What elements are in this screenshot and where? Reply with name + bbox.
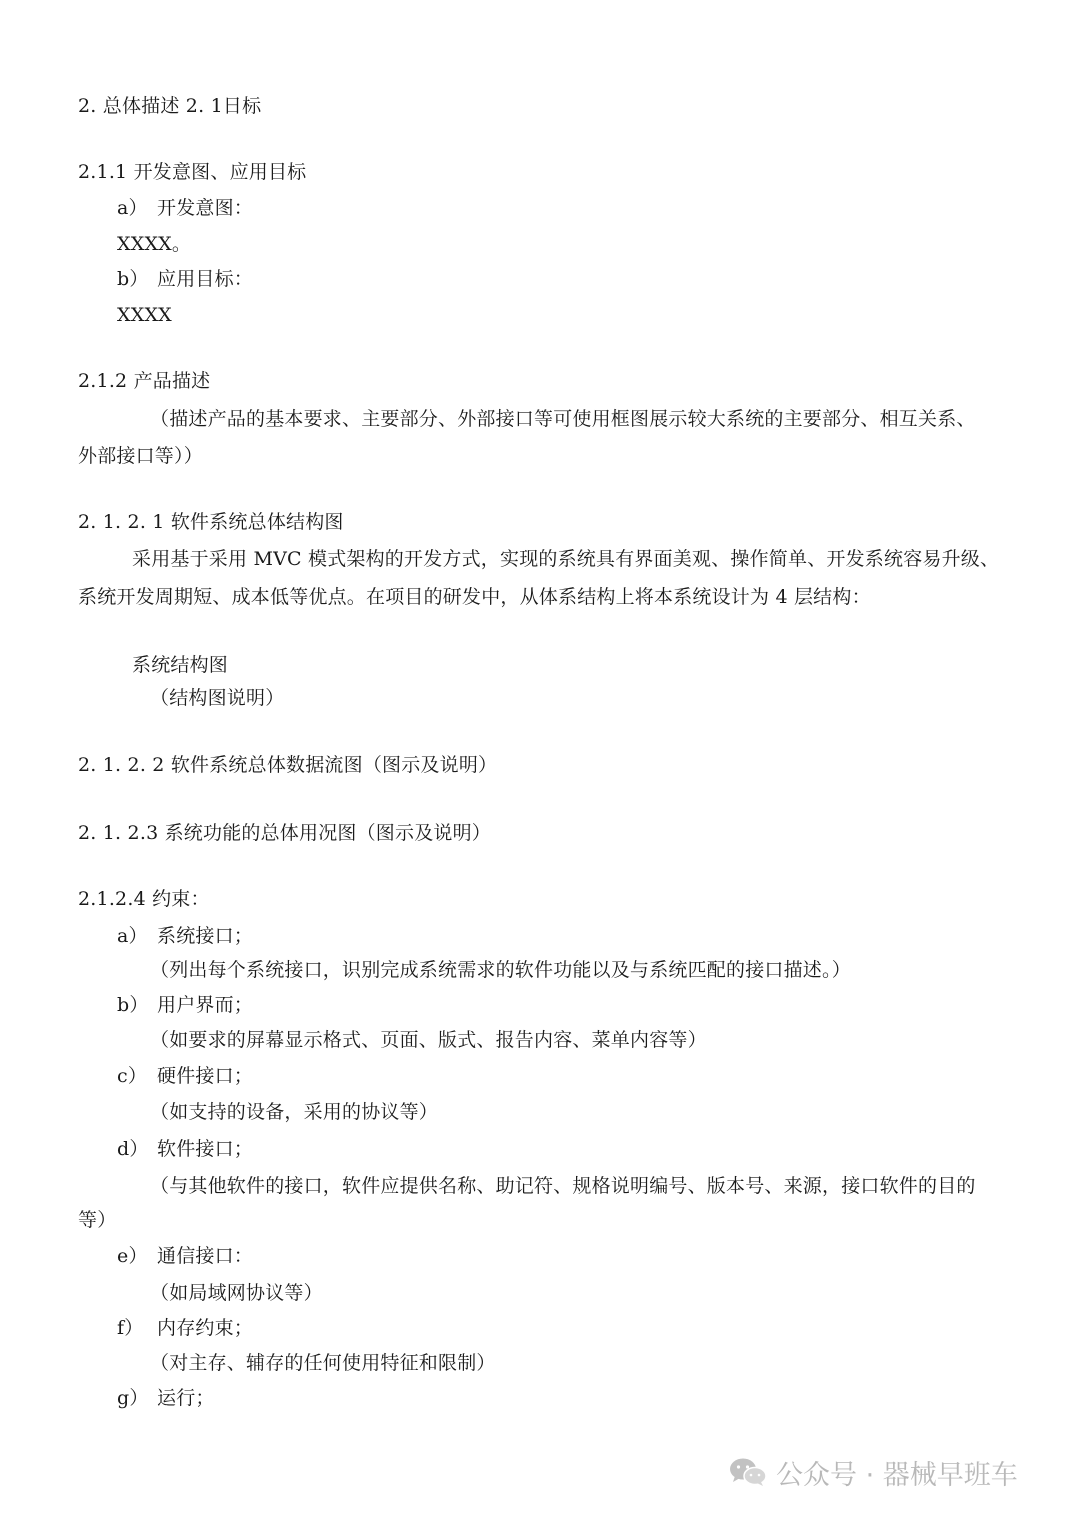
- watermark: [728, 1452, 1018, 1492]
- list-label: a）: [117, 925, 148, 947]
- list-text: 内存约束；: [157, 1317, 254, 1339]
- list-item-a: [117, 196, 253, 220]
- constraint-note-continued: 等）: [78, 1209, 117, 1231]
- list-label: a）: [117, 197, 148, 219]
- list-label: b）: [117, 994, 149, 1016]
- figure-caption: 系统结构图: [132, 654, 229, 676]
- list-text: 通信接口：: [157, 1245, 254, 1267]
- list-label: e）: [117, 1245, 148, 1267]
- list-text: 运行；: [157, 1387, 215, 1409]
- section-2-1-2-3-heading: 2. 1. 2.3 系统功能的总体用况图（图示及说明）: [78, 822, 491, 844]
- paragraph-line: （描述产品的基本要求、主要部分、外部接口等可使用框图展示较大系统的主要部分、相互关系、: [150, 408, 976, 430]
- constraint-item: [117, 1316, 253, 1340]
- section-2-1-2-4-heading: 2.1.2.4 约束：: [78, 888, 210, 910]
- list-item-b: [117, 267, 253, 291]
- list-label: g）: [117, 1387, 149, 1409]
- list-text: 用户界而；: [157, 994, 254, 1016]
- list-text: 硬件接口；: [157, 1065, 254, 1087]
- constraint-item: [117, 1137, 253, 1161]
- constraint-note: （与其他软件的接口，软件应提供名称、助记符、规格说明编号、版本号、来源，接口软件的目的: [150, 1175, 976, 1197]
- constraint-item: [117, 924, 253, 948]
- list-text: 软件接口；: [157, 1138, 254, 1160]
- section-2-1-2-1-heading: 2. 1. 2. 1 软件系统总体结构图: [78, 511, 344, 533]
- list-text: 应用目标：: [157, 268, 254, 290]
- constraint-note: （列出每个系统接口，识别完成系统需求的软件功能以及与系统匹配的接口描述。）: [150, 959, 851, 981]
- constraint-item: [117, 993, 253, 1017]
- constraint-note: （如支持的设备，采用的协议等）: [150, 1101, 439, 1123]
- paragraph-line: 外部接口等））: [78, 445, 203, 467]
- constraint-note: （对主存、辅存的任何使用特征和限制）: [150, 1352, 496, 1374]
- figure-note: （结构图说明）: [150, 687, 285, 709]
- paragraph-line: 采用基于采用 MVC 模式架构的开发方式，实现的系统具有界面美观、操作简单、开发系统容易升级、: [132, 548, 1000, 570]
- paragraph-line: 系统开发周期短、成本低等优点。在项目的研发中，从体系结构上将本系统设计为 4 层结构：: [78, 586, 871, 608]
- section-2-1-2-heading: 2.1.2 产品描述: [78, 370, 211, 392]
- wechat-icon: [728, 1457, 768, 1487]
- list-label: d）: [117, 1138, 149, 1160]
- list-text: 开发意图：: [157, 197, 254, 219]
- constraint-item: [117, 1244, 253, 1268]
- section-2-1-2-2-heading: 2. 1. 2. 2 软件系统总体数据流图（图示及说明）: [78, 754, 498, 776]
- constraint-note: （如局域网协议等）: [150, 1282, 323, 1304]
- constraint-note: （如要求的屏幕显示格式、页面、版式、报告内容、菜单内容等）: [150, 1029, 707, 1051]
- watermark-text: 公众号 · 器械早班车: [776, 1459, 1018, 1491]
- list-label: c）: [117, 1065, 148, 1087]
- section-2-1-1-heading: 2.1.1 开发意图、应用目标: [78, 161, 307, 183]
- list-text: 系统接口；: [157, 925, 254, 947]
- constraint-item: [117, 1064, 253, 1088]
- section-2-heading: 2. 总体描述 2. 1日标: [78, 95, 262, 117]
- constraint-item: [117, 1386, 215, 1410]
- list-label: b）: [117, 268, 149, 290]
- list-value-a: XXXX。: [117, 233, 192, 255]
- list-label: f）: [117, 1317, 144, 1339]
- list-value-b: XXXX: [117, 304, 172, 326]
